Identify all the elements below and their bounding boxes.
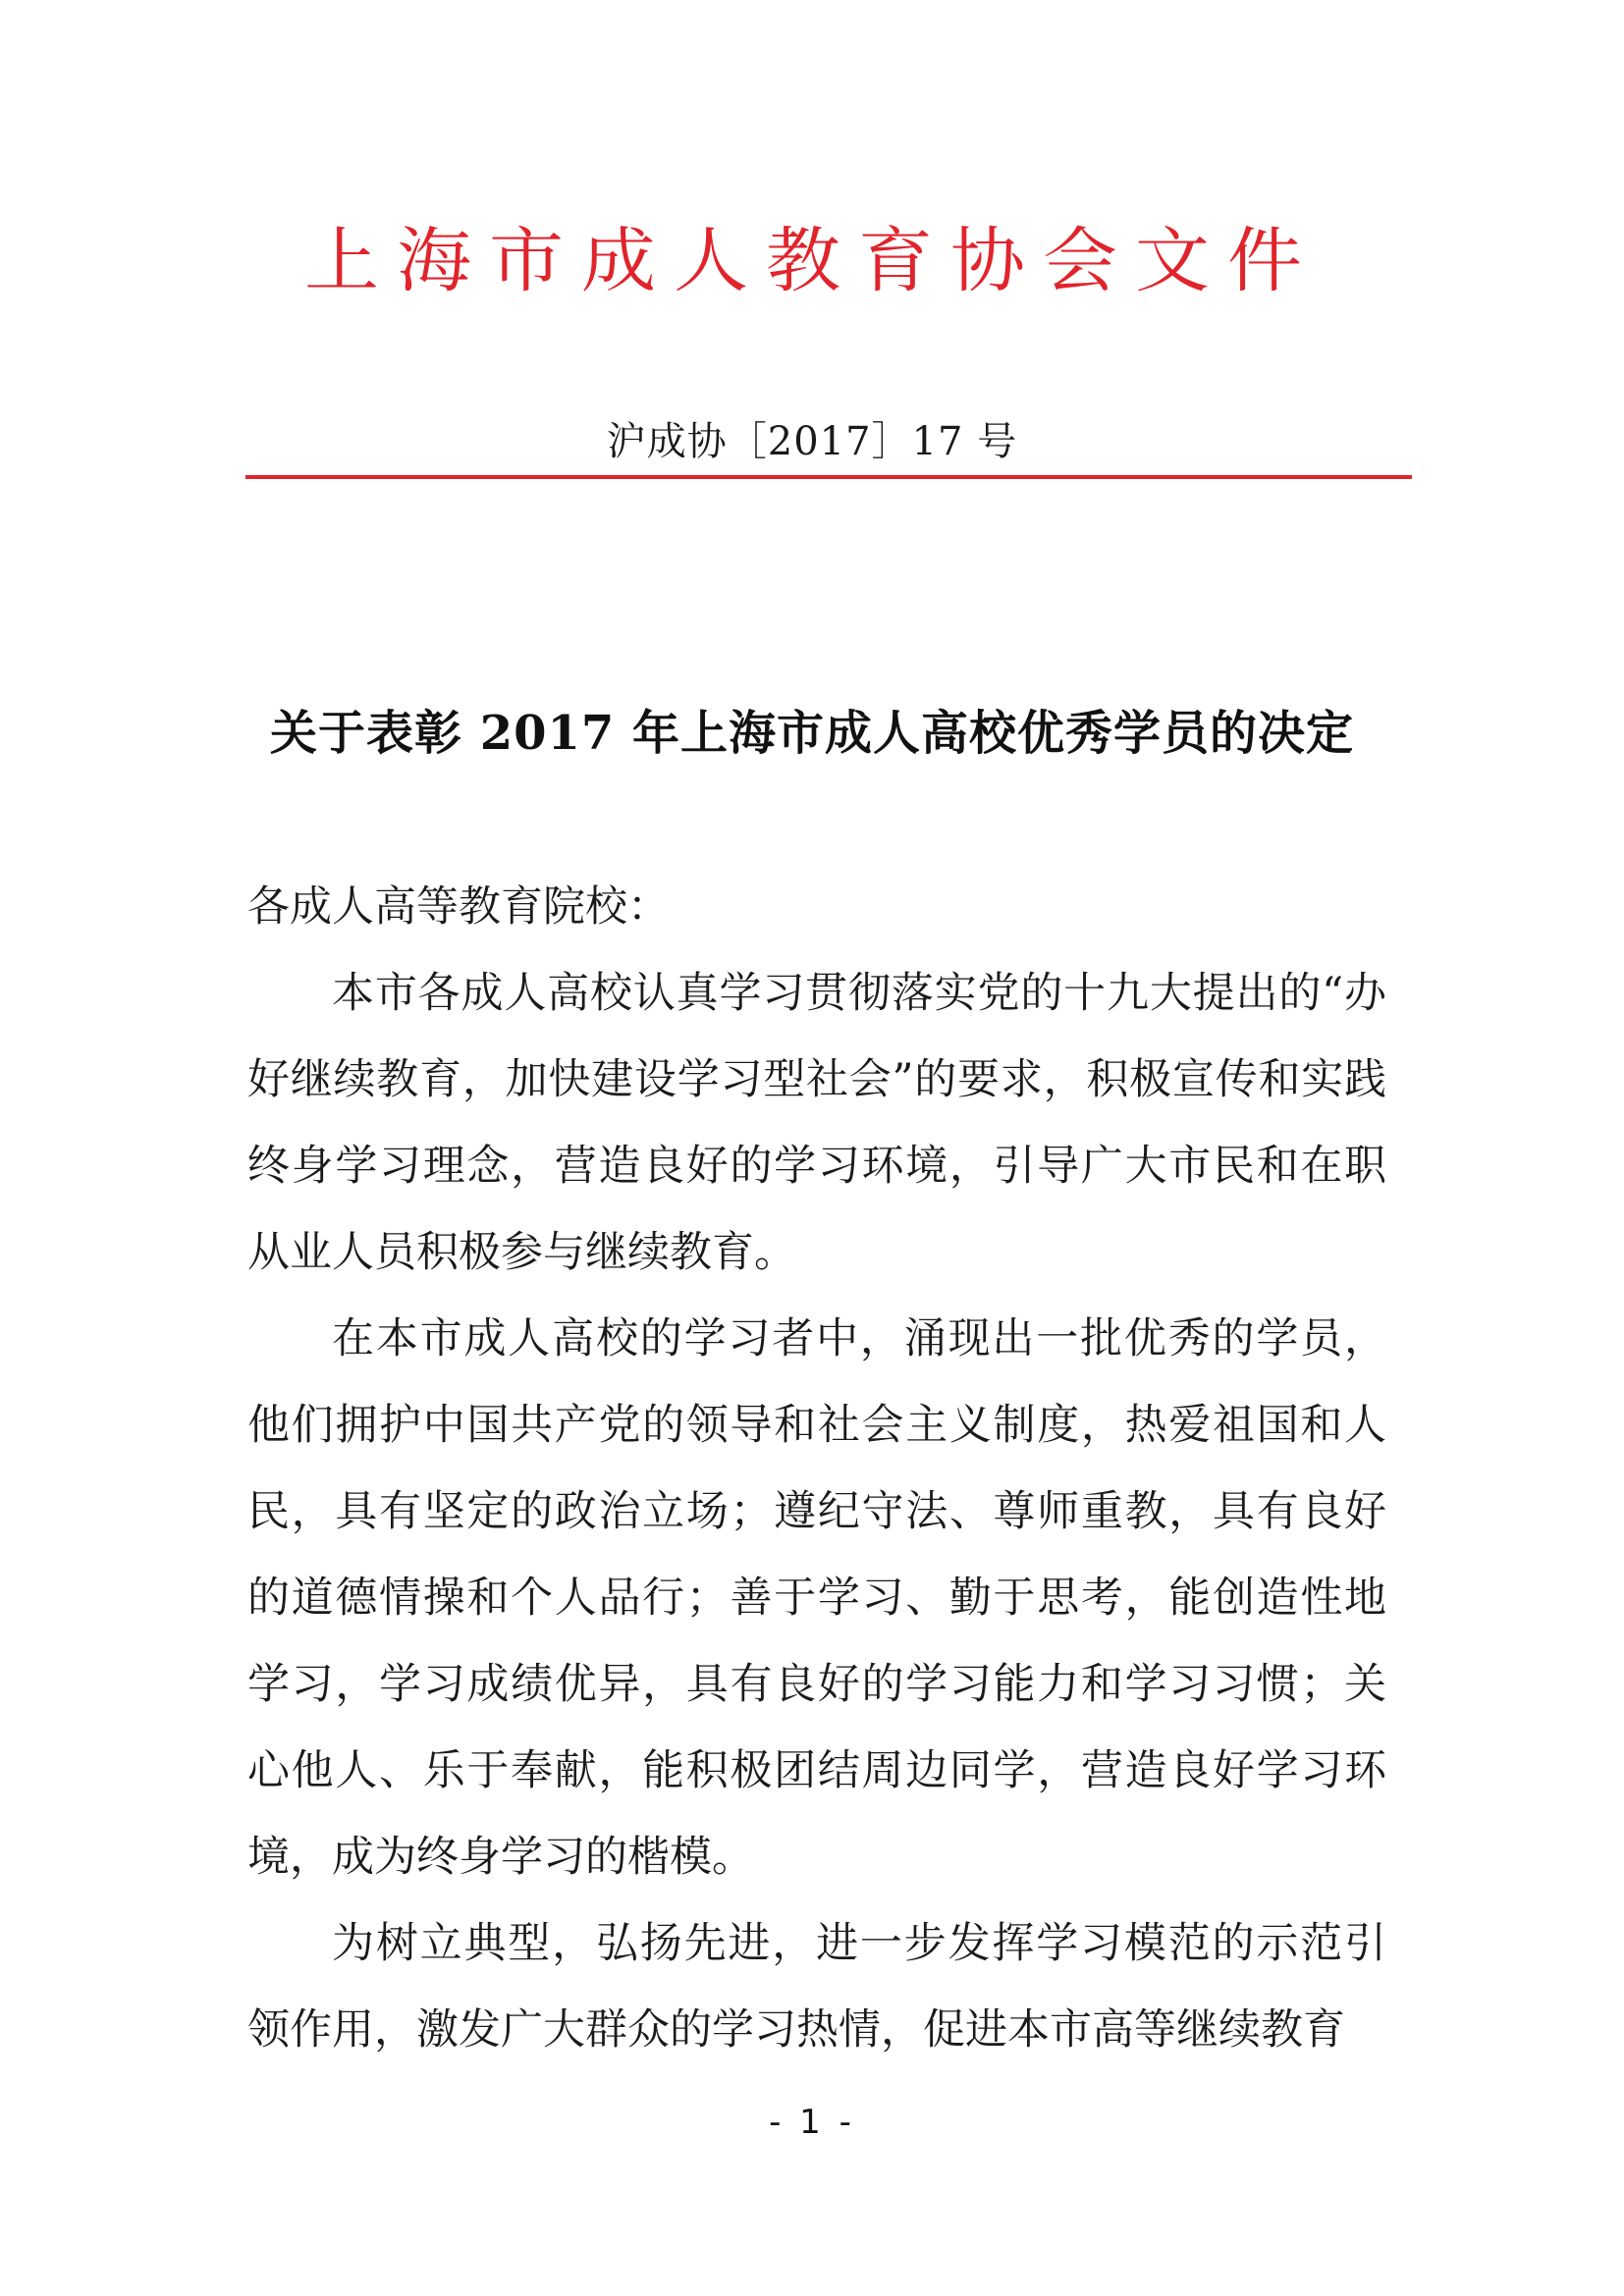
org-header-title: 上海市成人教育协会文件 (304, 218, 1320, 302)
header-red-divider (245, 475, 1412, 479)
document-body (247, 864, 1386, 2073)
body-paragraph-2: 在本市成人高校的学习者中，涌现出一批优秀的学员，他们拥护中国共产党的领导和社会主义制度，热爱祖国和人民，具有坚定的政治立场；遵纪守法、尊师重教，具有良好的道德情操和个人品行；善于学习、勤于思考，能创造性地学习，学习成绩优异，具有良好的学习能力和学习习惯；关心他人、乐于奉献，能积极团结周边同学，营造良好学习环境，成为终身学习的楷模。 (247, 1314, 1386, 1882)
page-number: - 1 - (769, 2103, 855, 2142)
document-title: 关于表彰 2017 年上海市成人高校优秀学员的决定 (269, 706, 1355, 761)
document-number: 沪成协［2017］17 号 (606, 419, 1018, 464)
body-paragraph-3: 为树立典型，弘扬先进，进一步发挥学习模范的示范引领作用，激发广大群众的学习热情，促进本市高等继续教育 (247, 1919, 1386, 2055)
body-paragraph-1: 本市各成人高校认真学习贯彻落实党的十九大提出的“办好继续教育，加快建设学习型社会”的要求，积极宣传和实践终身学习理念，营造良好的学习环境，引导广大市民和在职从业人员积极参与继续教育。 (247, 969, 1386, 1277)
salutation: 各成人高等教育院校： (247, 882, 670, 932)
